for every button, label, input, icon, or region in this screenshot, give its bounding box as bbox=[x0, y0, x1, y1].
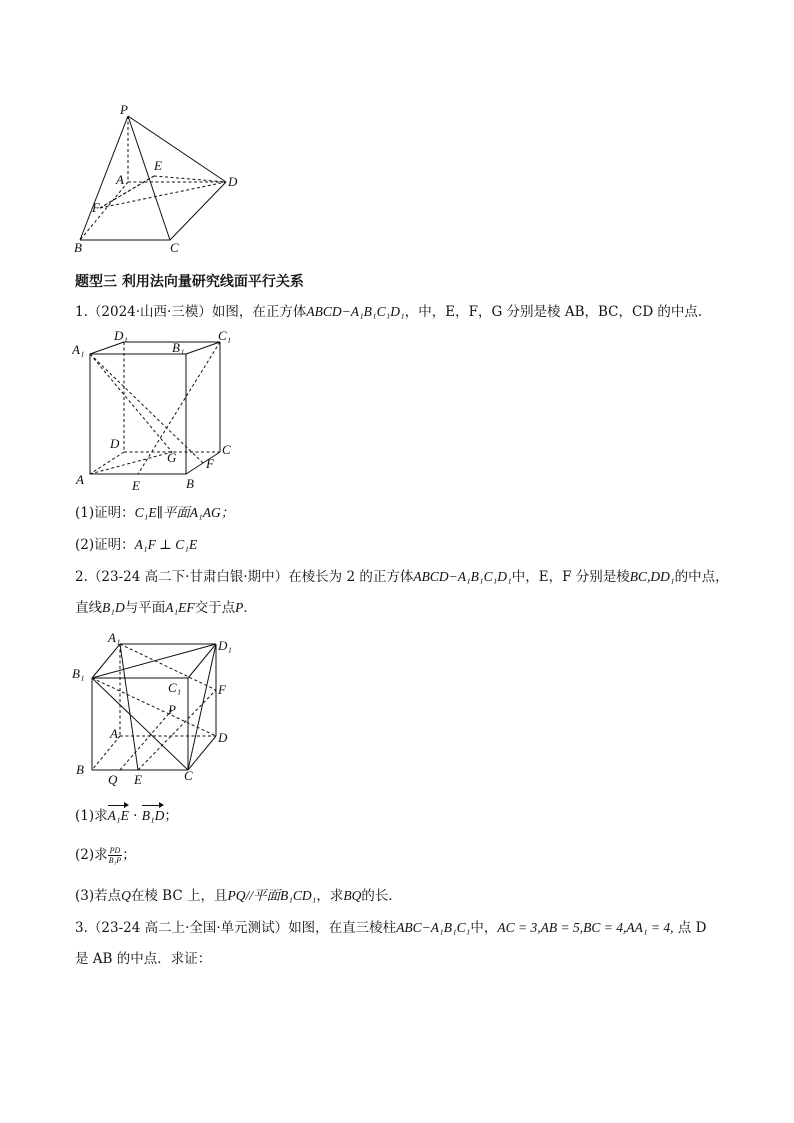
vector-B1D: B₁D bbox=[141, 808, 165, 823]
problem2-cube: ABCD−A₁B₁C₁D₁ bbox=[413, 569, 512, 584]
problem3-prism: ABC−A₁B₁C₁ bbox=[396, 920, 471, 935]
pyramid-figure bbox=[70, 96, 260, 256]
label-A: A bbox=[110, 726, 118, 741]
label-P: P bbox=[168, 702, 176, 717]
q2-math: A₁F ⊥ C₁E bbox=[134, 537, 198, 552]
label-B: B bbox=[76, 762, 84, 777]
fraction-numerator: PD bbox=[109, 846, 121, 855]
label-F: F bbox=[218, 682, 226, 697]
p2-q3-c: 在棱 BC 上，且 bbox=[130, 888, 228, 904]
label-C1: C₁ bbox=[218, 330, 232, 343]
label-Q: Q bbox=[108, 772, 118, 787]
problem2-source: （23-24 高二下·甘肃白银·期中） bbox=[87, 569, 289, 585]
cube-figure-1 bbox=[72, 330, 252, 496]
problem2-statement-line2 bbox=[75, 599, 257, 617]
label-A1: A₁ bbox=[72, 342, 85, 357]
vector-A1E: A₁E bbox=[107, 808, 129, 823]
label-E: E bbox=[154, 158, 162, 173]
p2-q3-e: ，求 bbox=[316, 888, 344, 904]
problem2-edges: BC,DD₁ bbox=[629, 569, 675, 584]
p2-q1-end: ； bbox=[164, 808, 178, 824]
problem1-source: （2024·山西·三模） bbox=[87, 304, 212, 320]
label-D: D bbox=[110, 436, 120, 451]
label-C1: C₁ bbox=[168, 680, 182, 695]
label-C: C bbox=[170, 240, 179, 255]
label-E: E bbox=[132, 478, 140, 493]
problem2-statement bbox=[75, 568, 729, 586]
problem1-statement bbox=[75, 303, 711, 321]
label-A1: A₁ bbox=[108, 630, 121, 645]
p2-line2-f: P bbox=[235, 600, 244, 615]
problem3-source: （23-24 高二上·全国·单元测试） bbox=[87, 920, 289, 936]
label-A: A bbox=[76, 472, 84, 487]
p2-q2-prefix: (2)求 bbox=[75, 847, 108, 863]
label-B: B bbox=[186, 476, 194, 491]
p2-q2-end: ； bbox=[122, 847, 136, 863]
label-A: A bbox=[116, 172, 124, 187]
problem2-question3 bbox=[75, 887, 402, 905]
problem2-number: 2. bbox=[75, 569, 88, 585]
label-F: F bbox=[206, 456, 214, 471]
cube-figure-2 bbox=[72, 630, 242, 790]
label-D1: D₁ bbox=[218, 638, 232, 653]
label-B1: B₁ bbox=[72, 666, 85, 681]
fraction-denominator: B₁P bbox=[108, 856, 122, 865]
label-F: F bbox=[92, 200, 100, 215]
p2-q3-g: 的长． bbox=[361, 888, 402, 904]
p2-q3-b: Q bbox=[121, 888, 131, 903]
problem2-question1 bbox=[75, 807, 178, 825]
q1-math: C₁E∥平面A₁AG； bbox=[134, 505, 235, 520]
p2-line2-e: 交于点 bbox=[194, 600, 236, 616]
problem1-question1 bbox=[75, 504, 234, 522]
fraction-PD-over-B1P bbox=[108, 846, 123, 865]
label-C: C bbox=[222, 442, 231, 457]
label-E: E bbox=[134, 772, 142, 787]
problem3-text-mid: 中， bbox=[470, 920, 498, 936]
p2-line2-b: B₁D bbox=[102, 600, 125, 615]
p2-line2-c: 与平面 bbox=[124, 600, 166, 616]
problem1-text: 如图，在正方体 bbox=[211, 304, 307, 320]
problem3-statement bbox=[75, 919, 706, 937]
p2-q3-f: BQ bbox=[343, 888, 362, 903]
problem3-statement-line2: 是 AB 的中点．求证： bbox=[75, 951, 212, 967]
problem1-question2 bbox=[75, 536, 197, 554]
problem3-text-tail: 点 D bbox=[673, 920, 707, 936]
q1-prefix: (1)证明： bbox=[75, 505, 135, 521]
p2-q3-d: PQ//平面B₁CD₁ bbox=[227, 888, 317, 903]
p2-q3-a: (3)若点 bbox=[75, 888, 122, 904]
label-D: D bbox=[218, 730, 228, 745]
problem3-conditions: AC = 3,AB = 5,BC = 4,AA₁ = 4, bbox=[497, 920, 674, 935]
p2-line2-a: 直线 bbox=[75, 600, 102, 616]
label-B: B bbox=[74, 240, 82, 255]
label-D: D bbox=[228, 174, 238, 189]
p2-line2-d: A₁EF bbox=[165, 600, 195, 615]
label-P: P bbox=[120, 102, 128, 117]
label-D1: D₁ bbox=[114, 330, 128, 343]
problem1-cube: ABCD−A₁B₁C₁D₁ bbox=[306, 304, 405, 319]
problem2-text-tail2: 的中点， bbox=[674, 569, 729, 585]
label-C: C bbox=[184, 768, 193, 783]
p2-q1-prefix: (1)求 bbox=[75, 808, 108, 824]
problem1-number: 1. bbox=[75, 304, 88, 320]
problem2-text-tail: 中，E，F 分别是棱 bbox=[511, 569, 630, 585]
dot-operator: · bbox=[128, 808, 142, 824]
problem2-question2 bbox=[75, 846, 136, 865]
problem3-text: 如图，在直三棱柱 bbox=[288, 920, 397, 936]
q2-prefix: (2)证明： bbox=[75, 537, 135, 553]
section-title: 题型三 利用法向量研究线面平行关系 bbox=[75, 274, 304, 290]
problem3-number: 3. bbox=[75, 920, 88, 936]
problem1-text-tail: ，中，E，F，G 分别是棱 AB，BC，CD 的中点． bbox=[404, 304, 712, 320]
label-B1: B₁ bbox=[172, 340, 185, 355]
label-G: G bbox=[167, 450, 177, 465]
p2-line2-g: ． bbox=[243, 600, 257, 616]
problem2-text: 在棱长为 2 的正方体 bbox=[288, 569, 414, 585]
